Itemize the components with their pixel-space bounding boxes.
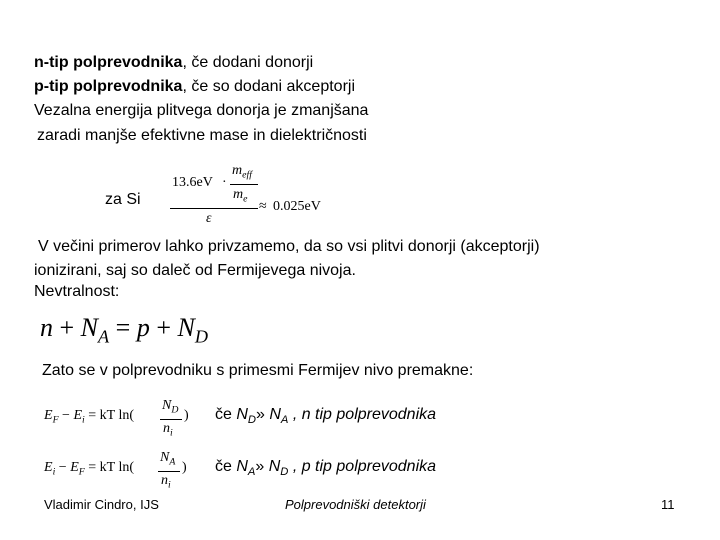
ptype-term: p-tip polprevodnika bbox=[34, 78, 183, 95]
footer-author: Vladimir Cindro, IJS bbox=[44, 497, 159, 512]
eq1-denominator: $n_i$ bbox=[163, 421, 173, 439]
eq2-numerator: $N_A$ bbox=[160, 450, 176, 468]
binding-epsilon: ε bbox=[206, 211, 212, 226]
binding-me: $m_e$ bbox=[233, 187, 248, 205]
ionization-line-1: V večini primerov lahko privzamemo, da so vsi plitvi donorji (akceptorji) bbox=[38, 238, 540, 255]
neutrality-label: Nevtralnost: bbox=[34, 283, 120, 300]
ionization-line-2: ionizirani, saj so daleč od Fermijevega nivoja. bbox=[34, 262, 356, 279]
condition-ptype: če $N_A$» $N_D$ , p tip polprevodnika bbox=[215, 458, 437, 478]
intro-line-reason: zaradi manjše efektivne mase in dielektričnosti bbox=[37, 127, 367, 144]
binding-meff: $m_{eff}$ bbox=[232, 163, 252, 181]
intro-line-ntype bbox=[34, 53, 313, 73]
binding-eq-prefix: za Si bbox=[105, 191, 141, 208]
ntype-rest: , če dodani donorji bbox=[182, 54, 314, 71]
intro-line-ptype bbox=[34, 77, 355, 97]
footer-title: Polprevodniški detektorji bbox=[285, 497, 426, 512]
intro-line-binding: Vezalna energija plitvega donorja je zmanjšana bbox=[34, 102, 369, 119]
binding-dot: · bbox=[222, 175, 227, 190]
ptype-rest: , če so dodani akceptorji bbox=[182, 78, 355, 95]
binding-approx: ≈ bbox=[259, 199, 267, 214]
eq2-denominator: $n_i$ bbox=[161, 473, 171, 491]
eq1-lhs: $E_F - E_i$ = kT ln( bbox=[44, 408, 134, 426]
eq2-fraction-bar bbox=[158, 471, 180, 472]
binding-coef: 13.6eV bbox=[172, 175, 213, 190]
binding-result: 0.025eV bbox=[273, 199, 321, 214]
eq2-close: ) bbox=[182, 460, 187, 475]
binding-mass-fraction-bar bbox=[230, 184, 258, 185]
footer-page-number: 11 bbox=[661, 497, 675, 512]
fermi-shift-intro: Zato se v polprevodniku s primesmi Fermijev nivo premakne: bbox=[42, 362, 474, 379]
eq2-lhs: $E_i - E_F$ = kT ln( bbox=[44, 460, 134, 478]
binding-main-fraction-bar bbox=[170, 208, 258, 209]
eq1-fraction-bar bbox=[160, 419, 182, 420]
condition-ntype: če $N_D$» $N_A$ , n tip polprevodnika bbox=[215, 406, 437, 426]
neutrality-equation: $n + N_A = p + N_D$ bbox=[40, 313, 208, 347]
ntype-term: n-tip polprevodnika bbox=[34, 54, 183, 71]
eq1-close: ) bbox=[184, 408, 189, 423]
eq1-numerator: $N_D$ bbox=[162, 398, 179, 416]
